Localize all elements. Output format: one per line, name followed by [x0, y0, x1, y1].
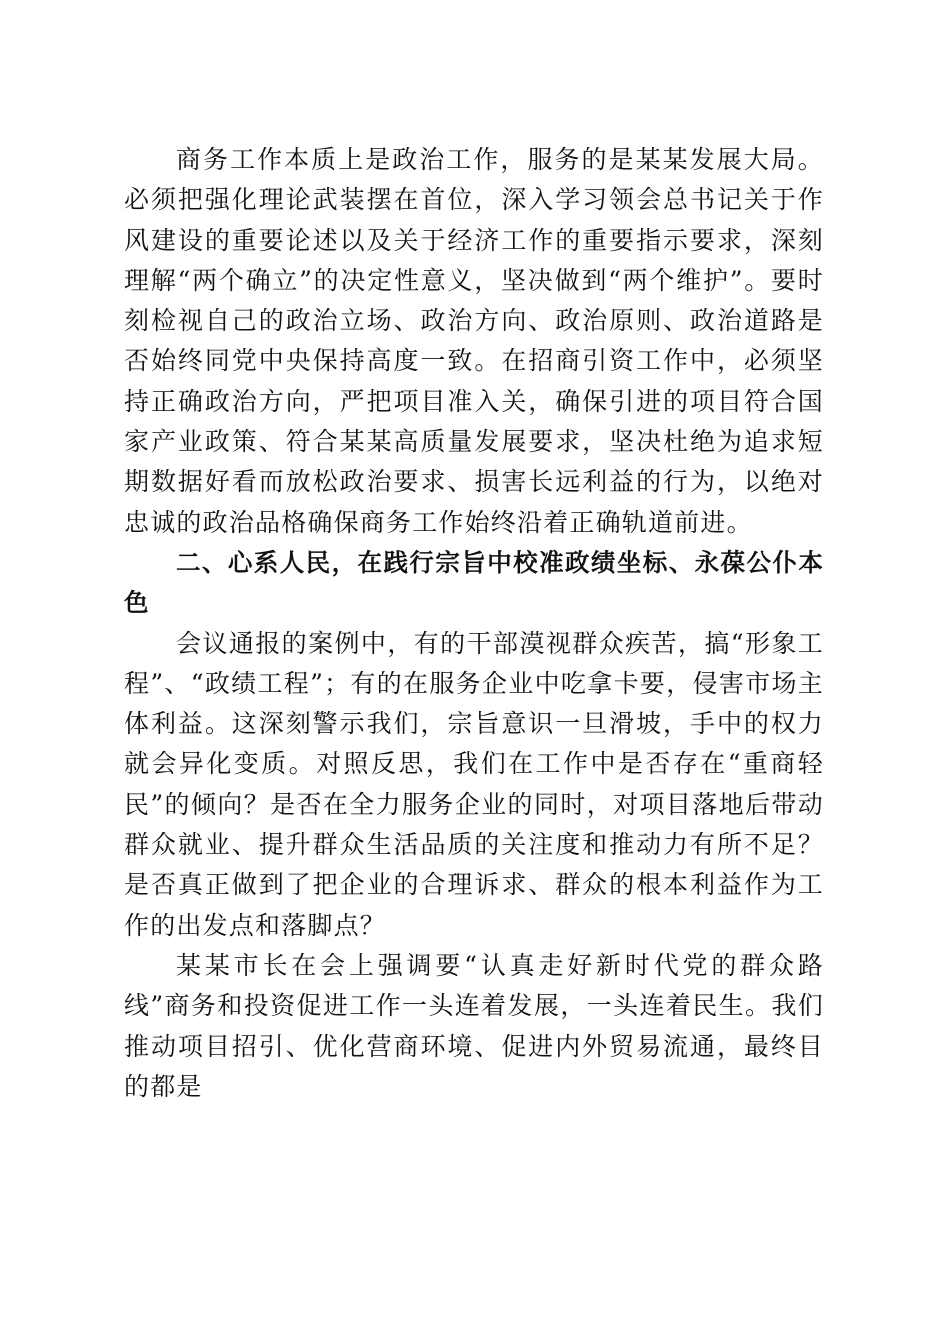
section-heading-2: 二、心系人民，在践行宗旨中校准政绩坐标、永葆公仆本色 — [124, 547, 824, 618]
document-body — [124, 140, 824, 1107]
paragraph-mayor-remarks: 某某市长在会上强调要“认真走好新时代党的群众路线”商务和投资促进工作一头连着发展，一头连着民生。我们推动项目招引、优化营商环境、促进内外贸易流通，最终目的都是 — [124, 950, 824, 1101]
paragraph-political-work: 商务工作本质上是政治工作，服务的是某某发展大局。必须把强化理论武装摆在首位，深入学习领会总书记关于作风建设的重要论述以及关于经济工作的重要指示要求，深刻理解“两个确立”的决定性意义，坚决做到“两个维护”。要时刻检视自己的政治立场、政治方向、政治原则、政治道路是否始终同党中央保持高度一致。在招商引资工作中，必须坚持正确政治方向，严把项目准入关，确保引进的项目符合国家产业政策、符合某某高质量发展要求，坚决杜绝为追求短期数据好看而放松政治要求、损害长远利益的行为，以绝对忠诚的政治品格确保商务工作始终沿着正确轨道前进。 — [124, 145, 824, 537]
paragraph-meeting-cases: 会议通报的案例中，有的干部漠视群众疾苦，搞“形象工程”、“政绩工程”；有的在服务企业中吃拿卡要，侵害市场主体利益。这深刻警示我们，宗旨意识一旦滑坡，手中的权力就会异化变质。对照反思，我们在工作中是否存在“重商轻民”的倾向？是否在全力服务企业的同时，对项目落地后带动群众就业、提升群众生活品质的关注度和推动力有所不足？是否真正做到了把企业的合理诉求、群众的根本利益作为工作的出发点和落脚点？ — [124, 628, 824, 940]
